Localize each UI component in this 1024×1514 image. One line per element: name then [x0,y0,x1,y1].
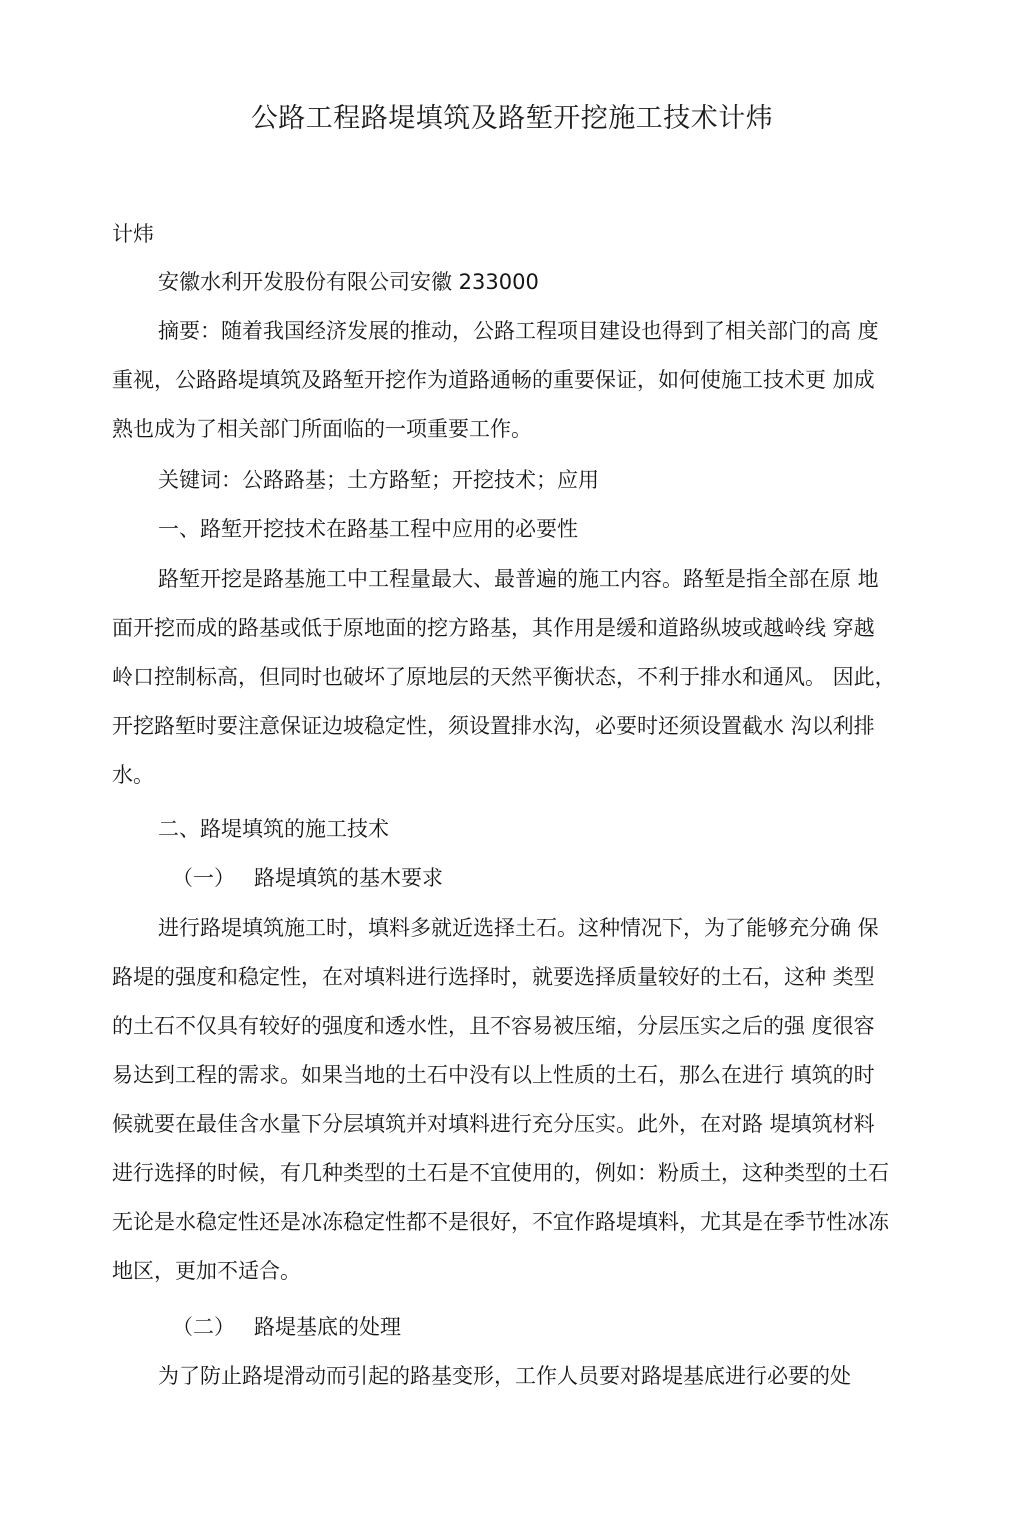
affiliation-block [112,258,924,307]
author-block [112,210,924,259]
paragraph-line: 易达到工程的需求。如果当地的土石中没有以上性质的土石，那么在进行 填筑的时 [112,1063,875,1087]
author-affiliation: 安徽水利开发股份有限公司安徽 233000 [158,270,539,294]
section-heading: 二、路堤填筑的施工技术 [158,817,389,841]
paragraph-line: 岭口控制标高，但同时也破坏了原地层的天然平衡状态，不利于排水和通风。 因此， [112,665,896,689]
paragraph-line: 进行路堤填筑施工时，填料多就近选择土石。这种情况下，为了能够充分确 保 [158,916,879,940]
paragraph-line: 路堑开挖是路基施工中工程量最大、最普遍的施工内容。路堑是指全部在原 地 [158,567,879,591]
author-name: 计炜 [112,222,154,246]
paragraph-line: 进行选择的时候，有几种类型的土石是不宜使用的，例如：粉质土，这种类型的土石 [112,1161,889,1185]
paragraph-line: 路堤的强度和稳定性，在对填料进行选择时，就要选择质量较好的土石，这种 类型 [112,965,875,989]
section-heading: 一、路堑开挖技术在路基工程中应用的必要性 [158,517,578,541]
subsection-title: 路堤基底的处理 [254,1315,401,1339]
paragraph-line: 的土石不仅具有较好的强度和透水性，且不容易被压缩，分层压实之后的强 度很容 [112,1014,875,1038]
subsection-heading [112,854,924,903]
subsection-2-heading-block [112,1303,924,1352]
subsection-2-paragraph [112,1352,924,1401]
section-1-heading-block [112,505,924,554]
paragraph-line: 候就要在最佳含水量下分层填筑并对填料进行充分压实。此外，在对路 堤填筑材料 [112,1112,875,1136]
subsection-1-heading-block [112,854,924,903]
section-2-heading-block [112,805,924,854]
abstract-line: 熟也成为了相关部门所面临的一项重要工作。 [112,417,532,441]
paragraph-line: 面开挖而成的路基或低于原地面的挖方路基，其作用是缓和道路纵坡或越岭线 穿越 [112,616,875,640]
paragraph-line: 水。 [112,763,154,787]
subsection-heading [112,1303,924,1352]
paragraph-line: 开挖路堑时要注意保证边坡稳定性，须设置排水沟，必要时还须设置截水 沟以利排 [112,714,875,738]
abstract-line: 摘要：随着我国经济发展的推动，公路工程项目建设也得到了相关部门的高 度 [158,319,879,343]
paragraph-line: 为了防止路堤滑动而引起的路基变形，工作人员要对路堤基底进行必要的处 [158,1364,851,1388]
abstract-line: 重视，公路路堤填筑及路堑开挖作为道路通畅的重要保证，如何使施工技术更 加成 [112,368,875,392]
keywords-block [112,456,924,505]
subsection-1-paragraph [112,904,924,1296]
keywords-line: 关键词：公路路基；土方路堑；开挖技术；应用 [158,468,599,492]
document-title: 公路工程路堤填筑及路堑开挖施工技术计炜 [250,103,774,134]
subsection-number: （一） [172,866,235,890]
section-1-paragraph [112,555,924,800]
paragraph-line: 地区，更加不适合。 [112,1259,301,1283]
subsection-title: 路堤填筑的基木要求 [254,866,443,890]
paragraph-line: 无论是水稳定性还是冰冻稳定性都不是很好，不宜作路堤填料，尤其是在季节性冰冻 [112,1210,889,1234]
subsection-number: （二） [172,1315,235,1339]
abstract-paragraph [112,307,924,454]
